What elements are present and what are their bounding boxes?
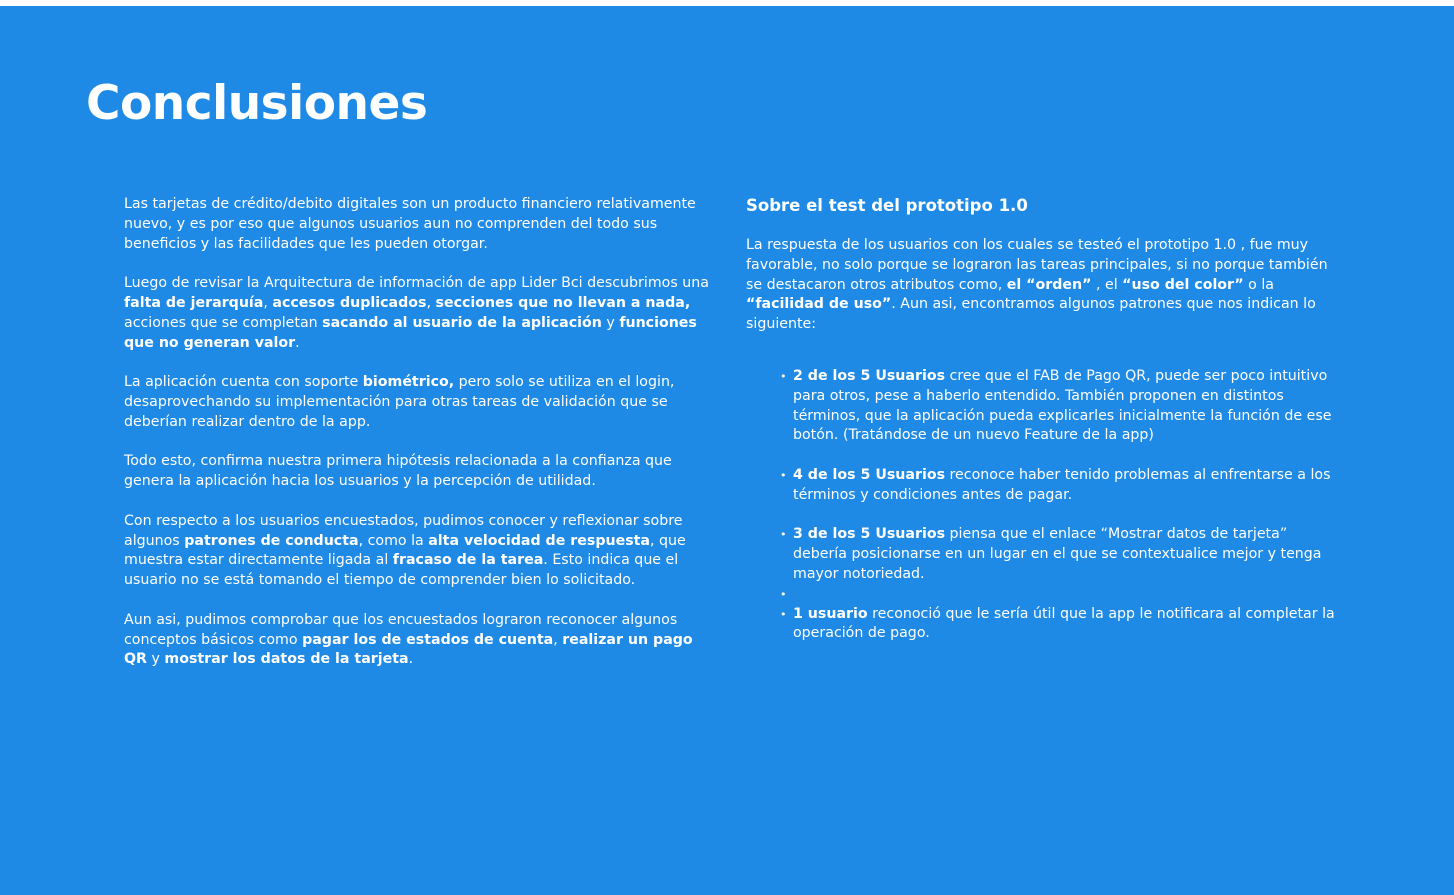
text-run: . Aun asi, encontramos algunos patrones que nos indican lo siguiente: — [746, 296, 1316, 333]
emphasis: secciones que no llevan a nada, — [435, 294, 691, 311]
conclusions-column — [124, 195, 712, 690]
bullet-icon: • — [780, 607, 787, 621]
text-run: reconoce haber tenido problemas al enfrentarse a los términos y condiciones antes de pagar. — [793, 466, 1331, 503]
bullet-icon: • — [780, 369, 787, 383]
text-run: , el — [1091, 276, 1123, 293]
emphasis: el “orden” — [1006, 276, 1092, 293]
text-run: piensa que el enlace “Mostrar datos de tarjeta” debería posicionarse en un lugar en el que se contextualice mejor y tenga mayor notoriedad. — [793, 526, 1322, 582]
paragraph-biometric — [124, 373, 712, 432]
text-run: acciones que se completan — [124, 314, 323, 331]
text-run: Luego de revisar la Arquitectura de información de app Lider Bci descubrimos una — [124, 275, 709, 292]
text-run: , — [553, 631, 563, 648]
emphasis: 1 usuario — [793, 605, 868, 622]
emphasis: 2 de los 5 Usuarios — [793, 367, 946, 384]
text-run: , — [263, 294, 273, 311]
emphasis: biométrico, — [362, 374, 455, 391]
paragraph-test-intro — [746, 236, 1336, 335]
text-run: Con respecto a los usuarios encuestados, pudimos conocer y reflexionar sobre algunos — [124, 512, 683, 549]
emphasis: “facilidad de uso” — [746, 296, 892, 313]
emphasis: alta velocidad de respuesta — [428, 532, 651, 549]
text-run: La respuesta de los usuarios con los cuales se testeó el prototipo 1.0 , fue muy favorable, no solo porque se lograron las tareas principales, si no porque también se destacaron otros atributos como, — [746, 237, 1328, 293]
emphasis: mostrar los datos de la tarjeta — [164, 651, 409, 668]
text-run: y — [147, 651, 165, 668]
emphasis: funciones que no generan valor — [124, 314, 697, 351]
emphasis: 4 de los 5 Usuarios — [793, 466, 946, 483]
text-run: , — [426, 294, 436, 311]
text-run: o la — [1243, 276, 1274, 293]
text-run: , como la — [358, 532, 429, 549]
list-item — [780, 367, 1336, 446]
text-run: reconoció que le sería útil que la app le notificara al completar la operación de pago. — [793, 605, 1335, 642]
text-run: cree que el FAB de Pago QR, puede ser poco intuitivo para otros, pese a haberlo entendido. También proponen en distintos términos, que la aplicación pueda explicarles inicialmente la función de ese botón. (Tratándose de un nuevo Feature de la app) — [793, 367, 1332, 444]
bullet-icon: • — [780, 468, 787, 482]
text-run: . — [295, 334, 300, 351]
text-run: Aun asi, pudimos comprobar que los encuestados lograron reconocer algunos conceptos básicos como — [124, 611, 678, 648]
emphasis: patrones de conducta — [184, 532, 359, 549]
paragraph-hypothesis: Todo esto, confirma nuestra primera hipótesis relacionada a la confianza que genera la aplicación hacia los usuarios y la percepción de utilidad. — [124, 453, 672, 490]
paragraph-digital-cards: Las tarjetas de crédito/debito digitales son un producto financiero relativamente nuevo, y es por eso que algunos usuarios aun no comprenden del todo sus beneficios y las facilidades que les pueden otorgar. — [124, 196, 696, 252]
emphasis: pagar los de estados de cuenta — [302, 631, 554, 648]
emphasis: accesos duplicados — [272, 294, 427, 311]
findings-list — [746, 367, 1336, 644]
prototype-test-column — [746, 196, 1336, 664]
emphasis: falta de jerarquía — [124, 294, 264, 311]
text-run: pero solo se utiliza en el login, desaprovechando su implementación para otras tareas de validación que se deberían realizar dentro de la app. — [124, 374, 675, 430]
list-item-empty — [780, 585, 1336, 605]
slide — [0, 6, 1454, 895]
paragraph-behavior-patterns — [124, 512, 712, 591]
text-run: . Esto indica que el usuario no se está tomando el tiempo de comprender bien lo solicitado. — [124, 552, 679, 589]
emphasis: 3 de los 5 Usuarios — [793, 526, 946, 543]
text-run: . — [408, 651, 414, 668]
list-item — [780, 525, 1336, 584]
section-subtitle: Sobre el test del prototipo 1.0 — [746, 196, 1028, 215]
emphasis: fracaso de la tarea — [392, 552, 544, 569]
paragraph-architecture — [124, 274, 712, 353]
bullet-icon: • — [780, 528, 787, 542]
emphasis: sacando al usuario de la aplicación — [322, 314, 602, 331]
list-item — [780, 605, 1336, 645]
list-item — [780, 466, 1336, 506]
text-run: La aplicación cuenta con soporte — [124, 374, 363, 391]
page-title: Conclusiones — [86, 76, 428, 131]
text-run: , que muestra estar directamente ligada al — [124, 532, 686, 569]
paragraph-basic-concepts — [124, 611, 712, 670]
text-run: y — [601, 314, 620, 331]
emphasis: realizar un pago QR — [124, 631, 693, 668]
bullet-icon: • — [780, 587, 787, 601]
emphasis: “uso del color” — [1122, 276, 1244, 293]
